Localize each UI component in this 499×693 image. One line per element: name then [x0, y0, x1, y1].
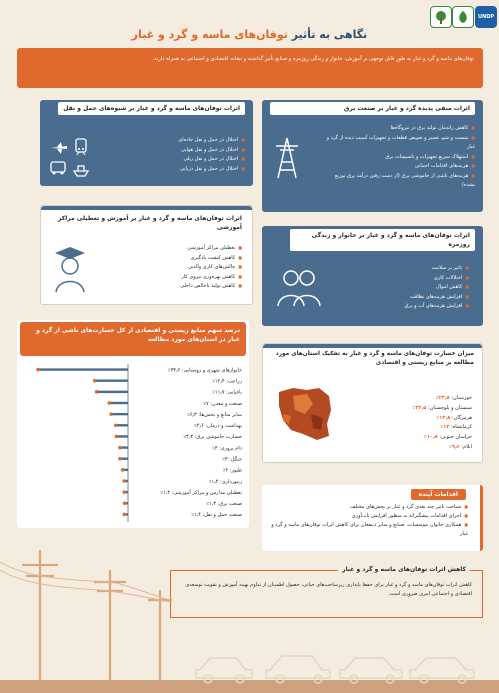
province-name: هرمزگان:: [450, 414, 472, 421]
province-value: ۹٫۶٪: [448, 443, 460, 450]
household-list: [349, 264, 469, 312]
list-item: ■ اختلال در حمل و نقل دریایی: [125, 165, 245, 175]
education-title: اثرات توفان‌های ماسه و گرد و غبار بر آموزش و تعطیلی مراکز آموزشی: [57, 215, 242, 231]
list-item: ■ اختلال در حمل و نقل ریلی: [125, 155, 245, 165]
chart-category-label: تعطیلی مدارس و مراکز آموزشی: ۱٫۴٪: [160, 489, 242, 496]
chart-bar: [38, 368, 128, 370]
list-item: ■ افزایش هزینه‌های آب و برق: [349, 302, 469, 312]
transport-list: [125, 136, 245, 174]
ship-icon: [72, 162, 90, 181]
chart-bar-end-dot: [109, 412, 113, 416]
reduce-text: کاهش اثرات توفان‌های ماسه و گرد و غبار برای حفظ پایداری زیرساخت‌های حیاتی، حصول اطمینان از تداوم بهینه آموزش و تقویت توسعه‌ی اقتصادی و اجتماعی امری ضروری است.: [185, 582, 472, 597]
list-item: ■ اختلال در حمل و نقل هوایی: [125, 146, 245, 156]
chart-category-label: دام پروری: ۳٪: [212, 445, 242, 452]
chart-bar-end-dot: [118, 446, 122, 450]
list-item: ■ تاثیر بر سلامت: [349, 264, 469, 274]
province-value: ۲۲٫۵٪: [412, 404, 427, 411]
chart-bar-end-dot: [122, 490, 126, 494]
train-icon: [74, 138, 88, 160]
chart-bar: [95, 380, 128, 382]
list-item: ■ اجرای اقدامات پیشگیرانه به منظور افزایش تاب‌آوری: [268, 512, 468, 521]
chart-bar-end-dot: [114, 423, 118, 427]
list-item: ■ هزینه‌های ناشی از خاموشی برق (از دست رفتن درآمد برق توزیع نشده): [325, 172, 475, 191]
province-value: ۱۳٫۸٪: [436, 414, 451, 421]
chart-category-label: سایر منابع و بخش‌ها: ۶٫۳٪: [187, 411, 242, 418]
chart-bar: [116, 424, 128, 426]
chart-category-label: خسارت خاموشی برق: ۴٫۳٪: [183, 434, 242, 441]
education-list: [112, 244, 242, 292]
chart-bar-end-dot: [107, 401, 111, 405]
province-row: [342, 414, 472, 424]
province-name: سیستان و بلوچستان:: [426, 404, 472, 411]
transport-card: [40, 100, 253, 186]
chart-bar: [111, 413, 128, 415]
list-item: ■ کاهش بهره‌وری نیروی کار: [112, 273, 242, 283]
list-item: ■ استهلاک سریع تجهیزات و تاسیسات برق: [325, 153, 475, 163]
province-list: [342, 394, 472, 453]
future-title-badge: اقدامات آینده: [411, 489, 466, 500]
chart-bar-end-dot: [123, 501, 127, 505]
bus-icon: [50, 160, 66, 180]
family-icon: [274, 266, 324, 312]
chart-bar: [109, 402, 128, 404]
map-card: [262, 343, 483, 463]
list-item: ■ چالش‌های کاری والدین: [112, 263, 242, 273]
car-icon: [196, 656, 474, 683]
province-row: [342, 404, 472, 414]
province-row: [342, 443, 472, 453]
chart-bar-end-dot: [115, 435, 119, 439]
leaf-icon: [455, 9, 471, 25]
airplane-icon: [50, 140, 68, 159]
province-row: [342, 423, 472, 433]
household-title: اثرات توفان‌های ماسه و گرد و غبار بر خانوار و زندگی روزمره: [311, 232, 470, 248]
chart-bar-end-dot: [122, 513, 126, 517]
page-title: نگاهی به تأثیر توفان‌های ماسه و گرد و غبار: [131, 28, 368, 41]
chart-category-label: صنعت حمل و نقل: ۱٫۴٪: [191, 512, 242, 519]
list-item: ■ شناخت تاثیر چند بعدی گرد و غبار بر بخش‌های مختلف: [268, 503, 468, 512]
chart-category-label: جنگل: ۳٪: [222, 456, 242, 463]
household-card: [262, 226, 483, 326]
chart-category-label: زنبورداری: ۱٫۴٪: [208, 478, 242, 485]
chart-category-label: طیور: ۲٪: [222, 467, 242, 474]
logo-secondary: [430, 6, 452, 28]
future-list: [268, 503, 468, 539]
chart-category-label: باغبانی: ۱۱٫۷٪: [212, 389, 242, 396]
power-pole-icon: [22, 550, 172, 685]
province-name: خراسان جنوبی:: [437, 434, 472, 440]
intro-banner: توفان‌های ماسه و گرد و غبار به طور قابل توجهی بر آموزش، خانوار و زندگی روزمره و صنایع تأثیر گذاشته و تبعات اقتصادی و اجتماعی به همراه دارند.: [17, 48, 483, 88]
province-value: ۱۰٫۸٪: [423, 434, 438, 440]
list-item: ■ اختلال در حمل و نقل جاده‌ای: [125, 136, 245, 146]
list-item: ■ کاهش راندمان تولید برق در نیروگاه‌ها: [325, 124, 475, 134]
province-value: ۲۳٫۸٪: [435, 395, 450, 401]
power-card: [262, 100, 483, 212]
province-value: ۱۲٪: [440, 424, 450, 431]
list-item: ■ کاهش اموال: [349, 283, 469, 293]
province-name: ایلام:: [459, 443, 472, 450]
chart-bar-end-dot: [122, 479, 126, 483]
province-name: کرمانشاه:: [449, 424, 472, 431]
graduate-icon: [53, 244, 87, 298]
list-item: ■ تعطیلی مراکز آموزشی: [112, 244, 242, 254]
iran-map: [273, 384, 335, 448]
chart-bar-end-dot: [118, 457, 122, 461]
list-item: ■ شست و شو، تعمیر و تعویض قطعات و تجهیزات آسیب دیده از گرد و غبار: [325, 134, 475, 153]
map-title: میزان خسارت توفان‌های ماسه و گرد و غبار به تفکیک استان‌های مورد مطالعه بر منابع زیستی و اقتصادی: [275, 351, 474, 366]
chart-bar-end-dot: [121, 468, 125, 472]
list-item: ■ کاهش تولید ناخالص داخلی: [112, 282, 242, 292]
chart-category-label: زراعت: ۱۲٫۴٪: [212, 378, 242, 385]
province-name: خوزستان:: [449, 395, 472, 401]
logo-undp: UNDP: [475, 6, 497, 28]
chart-title: درصد سهم منابع زیستی و اقتصادی از کل خسارت‌های ناشی از گرد و غبار در استان‌های مورد مطالعه: [20, 322, 246, 356]
tree-icon: [433, 9, 449, 25]
power-tower-icon: [272, 136, 302, 180]
list-item: ■ همکاری خانوار، موسسات، صنایع و سایر ذینفعان برای کاهش اثرات توفان‌های ماسه و گرد و غبار: [268, 521, 468, 539]
list-item: ■ اختلالات کاری: [349, 274, 469, 284]
education-card: [40, 205, 253, 305]
province-row: [342, 394, 472, 404]
chart-bar-end-dot: [95, 390, 99, 394]
logo-organization: [452, 6, 474, 28]
road-illustration: [0, 540, 499, 693]
chart-bar-end-dot: [93, 379, 97, 383]
power-title: اثرات منفی پدیده گرد و غبار بر صنعت برق: [344, 105, 470, 112]
transport-title: اثرات توفان‌های ماسه و گرد و غبار بر شیوه‌های حمل و نقل: [63, 105, 240, 112]
chart-category-label: صنعت برق: ۱٫۳٪: [206, 501, 242, 508]
power-list: [325, 124, 475, 191]
list-item: ■ هزینه‌های اقدامات اجتنابی: [325, 162, 475, 172]
chart-bar-end-dot: [36, 368, 40, 372]
reduce-title: کاهش اثرات توفان‌های ماسه و گرد و غبار: [338, 566, 470, 573]
list-item: ■ کاهش کیفیت یادگیری: [112, 254, 242, 264]
chart-category-label: بهداشت و درمان: ۴٫۶٪: [194, 423, 242, 430]
province-row: [342, 433, 472, 443]
chart-category-label: خانوارهای شهری و روستایی: ۳۳٫۶٪: [167, 367, 242, 374]
list-item: ■ افزایش هزینه‌های نظافت: [349, 293, 469, 303]
damage-share-chart: [20, 358, 246, 526]
chart-category-label: صنعت و معدن: ۷٪: [203, 400, 242, 407]
chart-bar: [97, 391, 128, 393]
